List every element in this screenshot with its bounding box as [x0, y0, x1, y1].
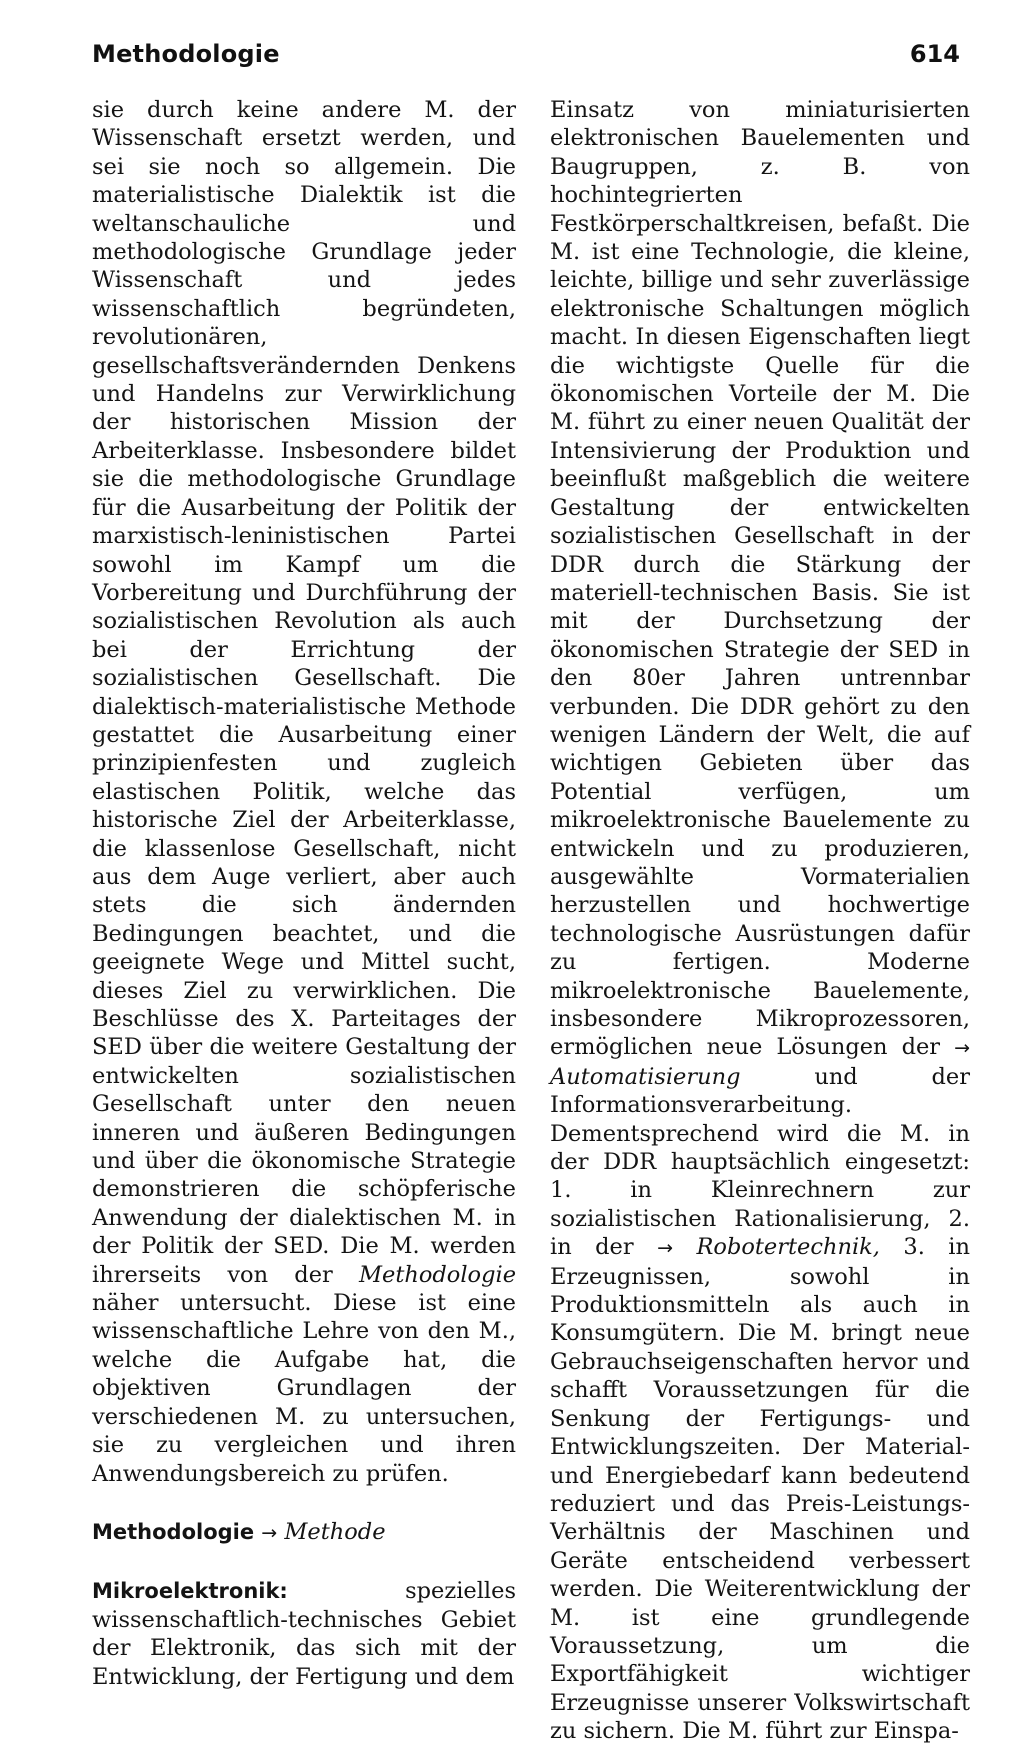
entry-mikroelektronik-text: spezielles wissenschaftlich-technisches Gebiet der Elektronik, das sich mit der Entwicklung, der Fertigung und dem [92, 1578, 516, 1690]
continuation-text: sie durch keine andere M. der Wissenschaft ersetzt werden, und sei sie noch so allgemein. Die materialistische Dialektik ist die weltanschauliche und methodologische Grundlage jeder Wissenschaft und jedes wissenschaftlich begründeten, revolutionären, gesellschaftsverändernden Denkens und Handelns zur Verwirklichung der historischen Mission der Arbeiterklasse. Insbesondere bildet sie die methodologische Grundlage für die Ausarbeitung der Politik der marxistisch-leninistischen Partei sowohl im Kampf um die Vorbereitung und Durchführung der sozialistischen Revolution als auch bei der Errichtung der sozialistischen Gesellschaft. Die dialektisch-materialistische Methode gestattet die Ausarbeitung einer prinzipienfesten und zugleich elastischen Politik, welche das historische Ziel der Arbeiterklasse, die klassenlose Gesellschaft, nicht aus dem Auge verliert, aber auch stets die sich ändernden Bedingungen beachtet, und die geeignete Wege und Mittel sucht, dieses Ziel zu verwirklichen. Die Beschlüsse des X. Parteitages der SED über die weitere Gestaltung der entwickelten sozialistischen Gesellschaft unter den neuen inneren und äußeren Bedingungen und über die ökonomische Strategie demonstrieren die schöpferische Anwendung der dialektischen M. in der Politik der SED. Die M. werden ihrerseits von der [92, 97, 516, 1288]
cross-reference-arrow-icon: → [657, 1237, 673, 1260]
cross-reference-arrow-icon: → [954, 1037, 970, 1060]
running-head: Methodologie [92, 40, 280, 68]
cross-reference-arrow-icon: → [261, 1521, 278, 1544]
continuation-paragraph [92, 96, 516, 1488]
headword-methodologie: Methodologie [92, 1519, 255, 1544]
entry-mikroelektronik [92, 1577, 516, 1691]
right-text-3: 3. in Erzeugnissen, sowohl in Produktionsmitteln als auch in Konsumgütern. Die M. bringt neue Gebrauchseigenschaften hervor und schafft Voraussetzungen für die Senkung der Fertigungs- und Entwicklungszeiten. Der Material- und Energiebedarf kann bedeutend reduziert und das Preis-Leistungs-Verhältnis der Maschinen und Geräte entscheidend verbessert werden. Die Weiterentwicklung der M. ist eine grundlegende Voraussetzung, um die Exportfähigkeit wichtiger Erzeugnisse unserer Volkswirtschaft zu sichern. Die M. führt zur Einspa- [550, 1234, 970, 1745]
right-column [550, 96, 970, 1746]
entry-methodologie [92, 1518, 516, 1547]
cross-reference-robotertechnik: Robotertechnik, [696, 1234, 880, 1261]
continuation-text-end: näher untersucht. Diese ist eine wissenschaftliche Lehre von den M., welche die Aufgabe hat, die objektiven Grundlagen der verschiedenen M. zu untersuchen, sie zu vergleichen und ihren Anwendungsbereich zu prüfen. [92, 1290, 516, 1487]
page-number: 614 [909, 40, 960, 68]
right-text-1: Einsatz von miniaturisierten elektronischen Bauelementen und Baugruppen, z. B. von hochintegrierten Festkörperschaltkreisen, befaßt. Die M. ist eine Technologie, die kleine, leichte, billige und sehr zuverlässige elektronische Schaltungen möglich macht. In diesen Eigenschaften liegt die wichtigste Quelle für die ökonomischen Vorteile der M. Die M. führt zu einer neuen Qualität der Intensivierung der Produktion und beeinflußt maßgeblich die weitere Gestaltung der entwickelten sozialistischen Gesellschaft in der DDR durch die Stärkung der materiell-technischen Basis. Sie ist mit der Durchsetzung der ökonomischen Strategie der SED in den 80er Jahren untrennbar verbunden. Die DDR gehört zu den wenigen Ländern der Welt, die auf wichtigen Gebieten über das Potential verfügen, um mikroelektronische Bauelemente zu entwickeln und zu produzieren, ausgewählte Vormaterialien herzustellen und hochwertige technologische Ausrüstungen dafür zu fertigen. Moderne mikroelektronische Bauelemente, insbesondere Mikroprozessoren, ermöglichen neue Lösungen der [550, 97, 970, 1061]
cross-reference-automatisierung: Automatisierung [550, 1063, 741, 1090]
headword-mikroelektronik: Mikroelektronik: [92, 1579, 288, 1604]
mikroelektronik-continuation [550, 96, 970, 1746]
left-column [92, 96, 516, 1691]
continuation-italic-term: Methodologie [358, 1261, 517, 1288]
cross-reference-methode: Methode [284, 1518, 386, 1545]
right-text-2: und der Informationsverarbeitung. Dementsprechend wird die M. in der DDR hauptsächlich eingesetzt: 1. in Kleinrechnern zur sozialistischen Rationalisierung, 2. in der [550, 1063, 970, 1261]
